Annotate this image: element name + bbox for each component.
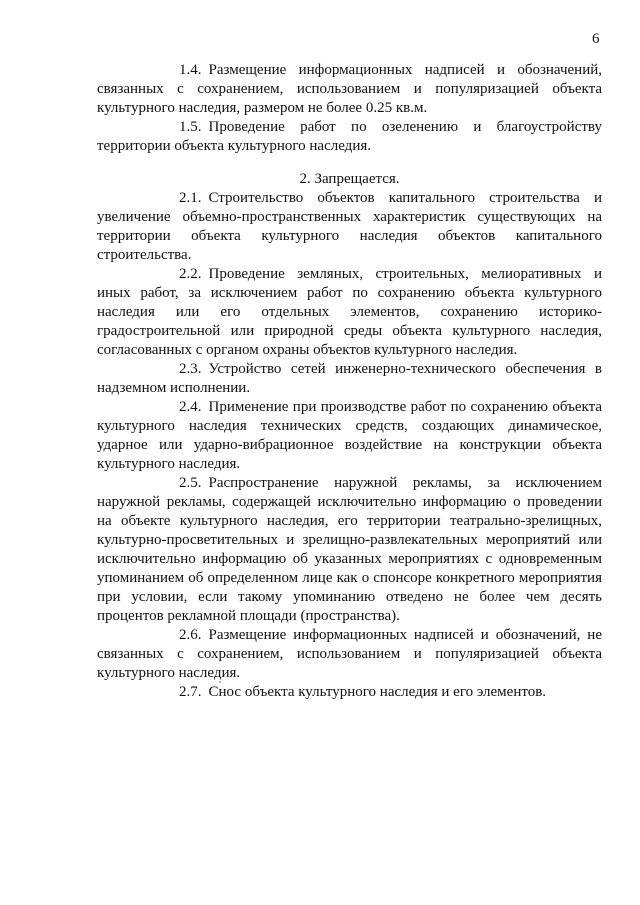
clause-2-6 <box>97 626 602 683</box>
clause-2-3 <box>97 360 602 398</box>
clause-number: 1.4. <box>179 62 202 78</box>
clause-2-1 <box>97 189 602 265</box>
clause-number: 2.5. <box>179 475 202 491</box>
clause-text: Снос объекта культурного наследия и его элементов. <box>208 684 547 700</box>
clause-text: Строительство объектов капитального строительства и увеличение объемно-пространственных характеристик существующих на территории объекта культурного наследия объектов капитального строительства. <box>97 190 602 263</box>
clause-text: Применение при производстве работ по сохранению объекта культурного наследия технических средств, создающих динамическое, ударное или ударно-вибрационное воздействие на конструкции объекта культурного наследия. <box>97 399 602 472</box>
clause-1-5 <box>97 118 602 156</box>
document-body <box>97 61 602 702</box>
clause-number: 2.3. <box>179 361 202 377</box>
clause-2-5 <box>97 474 602 626</box>
clause-text: Проведение работ по озеленению и благоустройству территории объекта культурного наследия. <box>97 119 602 154</box>
clause-2-2 <box>97 265 602 360</box>
clause-number: 2.7. <box>179 684 202 700</box>
clause-number: 2.2. <box>179 266 202 282</box>
clause-text: Размещение информационных надписей и обозначений, не связанных с сохранением, использованием и популяризацией объекта культурного наследия. <box>97 627 602 681</box>
section-heading: 2. Запрещается. <box>299 171 400 187</box>
clause-number: 2.1. <box>179 190 202 206</box>
clause-2-4 <box>97 398 602 474</box>
clause-2-7 <box>97 683 602 702</box>
clause-text: Распространение наружной рекламы, за исключением наружной рекламы, содержащей исключительно информацию о проведении на объекте культурного наследия, его территории театрально-зрелищных, культурно-просветительных и зрелищно-развлекательных мероприятий или исключительно информацию об указанных мероприятиях с одновременным упоминанием об определенном лице как о спонсоре конкретного мероприятия при условии, если такому упоминанию отведено не более чем десять процентов рекламной площади (пространства). <box>97 475 602 624</box>
clause-1-4 <box>97 61 602 118</box>
scan-speck <box>219 681 221 683</box>
clause-number: 2.6. <box>179 627 202 643</box>
clause-text: Размещение информационных надписей и обозначений, связанных с сохранением, использованием и популяризацией объекта культурного наследия, размером не более 0.25 кв.м. <box>97 62 602 116</box>
clause-text: Устройство сетей инженерно-технического обеспечения в надземном исполнении. <box>97 361 602 396</box>
clause-number: 1.5. <box>179 119 202 135</box>
clause-text: Проведение земляных, строительных, мелиоративных и иных работ, за исключением работ по сохранению объекта культурного наследия или его отдельных элементов, сохранению историко-градостроительной или природной среды объекта культурного наследия, согласованных с органом охраны объектов культурного наследия. <box>97 266 602 358</box>
clause-number: 2.4. <box>179 399 202 415</box>
page-number: 6 <box>592 31 600 47</box>
